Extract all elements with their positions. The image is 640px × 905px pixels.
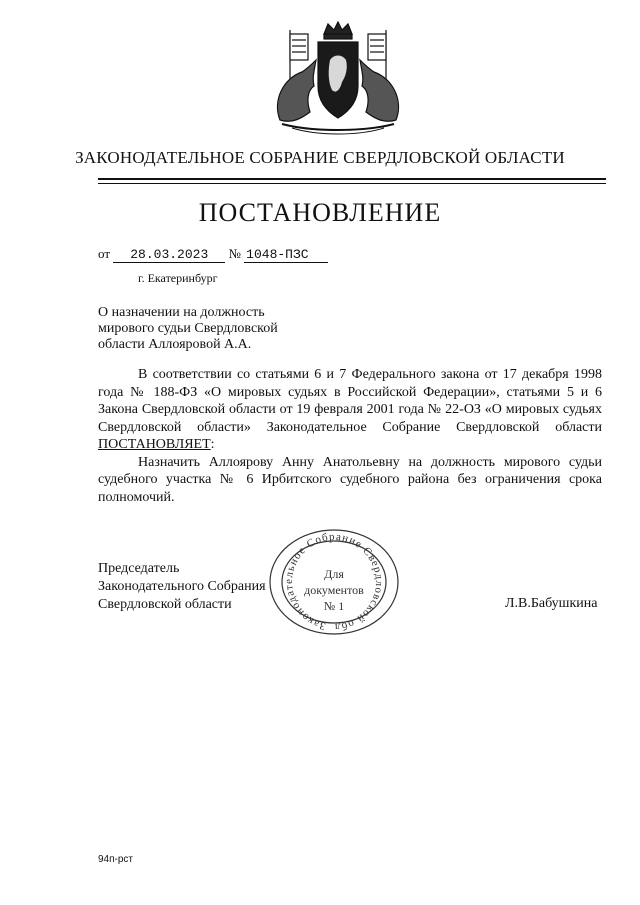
stamp-ring-text: Законодательное Собрание Свердловской обл [282, 530, 386, 634]
organization-name: ЗАКОНОДАТЕЛЬНОЕ СОБРАНИЕ СВЕРДЛОВСКОЙ ОБЛАСТИ [75, 148, 565, 167]
document-body [98, 366, 602, 506]
stamp-center-line-2: документов [304, 583, 364, 597]
official-stamp [266, 528, 402, 640]
document-city: г. Екатеринбург [138, 271, 218, 285]
resolves-emphasis: ПОСТАНОВЛЯЕТ [98, 437, 211, 452]
document-type-title: ПОСТАНОВЛЕНИЕ [198, 198, 442, 227]
number-prefix: № [228, 246, 241, 261]
paragraph-1-text: В соответствии со статьями 6 и 7 Федерального закона от 17 декабря 1998 года № 188-ФЗ «О мировых судьях в Российской Федерации», статьями 5 и 6 Закона Свердловской области от 19 февраля 2001 года № 22-ОЗ «О мировых судьях Свердловской области» Законодательное Собрание Свердловской области [98, 367, 602, 435]
header-rule-thin [98, 183, 606, 184]
coat-of-arms-emblem [262, 20, 414, 136]
subject-line-2: мирового судьи Свердловской [98, 321, 278, 336]
stamp-center-line-1: Для [324, 567, 344, 581]
body-paragraph-1 [98, 366, 602, 454]
body-paragraph-2: Назначить Аллоярову Анну Анатольевну на должность мирового судьи судебного участка № 6 Ирбитского судебного района без ограничения срока полномочий. [98, 454, 602, 505]
document-date: 28.03.2023 [113, 247, 225, 263]
header-rule-thick [98, 178, 606, 180]
document-number: 1048-ПЗС [244, 247, 328, 263]
signatory-title-line-2: Законодательного Собрания [98, 579, 266, 594]
date-prefix: от [98, 246, 111, 261]
document-meta [98, 246, 328, 263]
footer-code: 94п-рст [98, 854, 134, 865]
subject-line-3: области Аллояровой А.А. [98, 337, 252, 352]
signatory-title-line-1: Председатель [98, 561, 180, 576]
signatory-name: Л.В.Бабушкина [505, 596, 598, 611]
stamp-center-line-3: № 1 [323, 599, 345, 613]
signatory-title-line-3: Свердловской области [98, 597, 232, 612]
document-subject [98, 305, 278, 353]
signatory-title [98, 560, 266, 614]
subject-line-1: О назначении на должность [98, 305, 265, 320]
paragraph-1-end: : [210, 437, 215, 452]
